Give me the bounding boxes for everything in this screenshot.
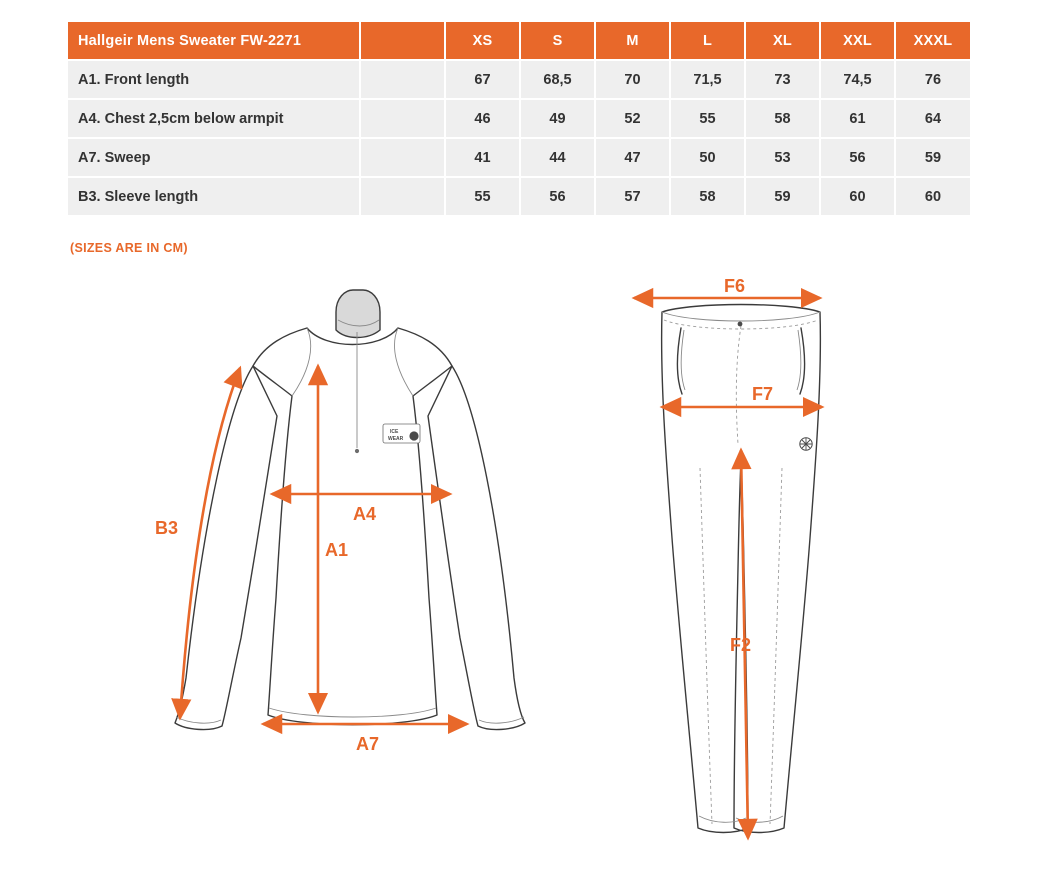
row-spacer-cell (360, 177, 445, 215)
measurement-value: 44 (520, 138, 595, 177)
table-row (68, 60, 970, 99)
pants-body (662, 305, 821, 833)
f6-label: F6 (724, 276, 746, 296)
measurement-value: 71,5 (670, 60, 745, 99)
table-row (68, 177, 970, 215)
measurement-value: 47 (595, 138, 670, 177)
size-chart-table (68, 22, 970, 215)
size-header-m: M (595, 22, 670, 60)
a4-label: A4 (353, 504, 377, 524)
measurement-value: 59 (895, 138, 970, 177)
table-spacer-header (360, 22, 445, 60)
measurement-value: 58 (745, 99, 820, 138)
size-header-xs: XS (445, 22, 520, 60)
measurement-value: 58 (670, 177, 745, 215)
measurement-value: 67 (445, 60, 520, 99)
measurement-value: 57 (595, 177, 670, 215)
brand-logo (383, 424, 420, 443)
measurement-value: 46 (445, 99, 520, 138)
sweater-illustration (155, 290, 525, 754)
zipper-pull-icon (355, 449, 359, 453)
measurement-label: A1. Front length (68, 60, 360, 99)
table-body (68, 60, 970, 215)
table-title: Hallgeir Mens Sweater FW-2271 (68, 22, 360, 60)
size-header-s: S (520, 22, 595, 60)
table-row (68, 99, 970, 138)
measurement-value: 52 (595, 99, 670, 138)
table-header-row (68, 22, 970, 60)
measurement-value: 59 (745, 177, 820, 215)
measurement-illustrations (0, 268, 1037, 888)
row-spacer-cell (360, 138, 445, 177)
measurement-value: 61 (820, 99, 895, 138)
f7-label: F7 (752, 384, 774, 404)
measurement-value: 56 (820, 138, 895, 177)
measurement-value: 49 (520, 99, 595, 138)
measurement-value: 74,5 (820, 60, 895, 99)
measurement-value: 53 (745, 138, 820, 177)
table-row (68, 138, 970, 177)
size-header-xxxl: XXXL (895, 22, 970, 60)
b3-label: B3 (155, 518, 179, 538)
sweater-body (253, 328, 452, 725)
measurement-value: 41 (445, 138, 520, 177)
size-header-l: L (670, 22, 745, 60)
sweater-collar (336, 290, 380, 338)
measurement-label: A4. Chest 2,5cm below armpit (68, 99, 360, 138)
measurement-label: A7. Sweep (68, 138, 360, 177)
snowflake-icon (409, 431, 418, 440)
units-note: (SIZES ARE IN CM) (70, 241, 188, 255)
row-spacer-cell (360, 99, 445, 138)
a7-label: A7 (356, 734, 380, 754)
pants-button-icon (738, 322, 743, 327)
measurement-value: 64 (895, 99, 970, 138)
logo-text-line1: ICE (390, 429, 399, 435)
a1-label: A1 (325, 540, 349, 560)
sweater-left-sleeve (175, 366, 277, 730)
measurement-value: 55 (445, 177, 520, 215)
measurement-value: 76 (895, 60, 970, 99)
table-header (68, 22, 970, 60)
size-header-xxl: XXL (820, 22, 895, 60)
size-header-xl: XL (745, 22, 820, 60)
measurement-value: 60 (820, 177, 895, 215)
measurement-value: 73 (745, 60, 820, 99)
sweater-right-sleeve (428, 366, 525, 730)
measurement-value: 56 (520, 177, 595, 215)
measurement-label: B3. Sleeve length (68, 177, 360, 215)
measurement-value: 70 (595, 60, 670, 99)
row-spacer-cell (360, 60, 445, 99)
measurement-value: 50 (670, 138, 745, 177)
f2-label: F2 (730, 635, 752, 655)
pants-illustration (634, 276, 822, 838)
measurement-value: 60 (895, 177, 970, 215)
measurement-value: 68,5 (520, 60, 595, 99)
measurement-value: 55 (670, 99, 745, 138)
logo-text-line2: WEAR (388, 436, 404, 442)
